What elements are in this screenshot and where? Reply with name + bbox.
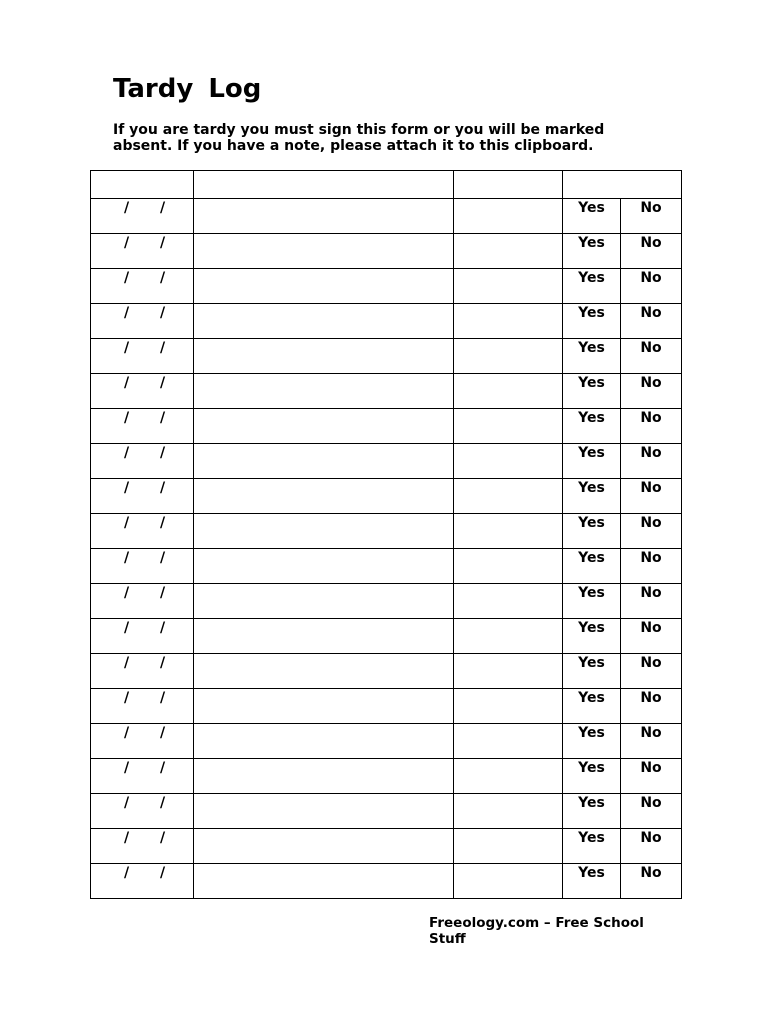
time-cell[interactable] bbox=[454, 689, 563, 724]
tardy-log-table bbox=[90, 170, 682, 899]
date-separator: / bbox=[124, 480, 130, 496]
time-cell[interactable] bbox=[454, 619, 563, 654]
table-row bbox=[91, 514, 682, 549]
table-row bbox=[91, 759, 682, 794]
name-cell[interactable] bbox=[194, 619, 454, 654]
yes-option[interactable]: Yes bbox=[563, 269, 621, 304]
date-cell[interactable] bbox=[91, 479, 194, 514]
no-option[interactable]: No bbox=[621, 374, 682, 409]
date-separator: / bbox=[124, 410, 130, 426]
name-cell[interactable] bbox=[194, 549, 454, 584]
footer-credit: Freeology.com – Free School Stuff bbox=[429, 915, 644, 947]
table-row bbox=[91, 794, 682, 829]
no-option[interactable]: No bbox=[621, 339, 682, 374]
date-separator: / bbox=[160, 830, 166, 846]
date-separator: / bbox=[160, 585, 166, 601]
time-cell[interactable] bbox=[454, 479, 563, 514]
time-cell[interactable] bbox=[454, 339, 563, 374]
date-separator: / bbox=[124, 655, 130, 671]
date-separator: / bbox=[124, 795, 130, 811]
date-separator: / bbox=[124, 760, 130, 776]
header-date bbox=[91, 171, 194, 199]
date-cell[interactable] bbox=[91, 304, 194, 339]
yes-option[interactable]: Yes bbox=[563, 444, 621, 479]
table-row bbox=[91, 619, 682, 654]
table-header-row bbox=[91, 171, 682, 199]
date-separator: / bbox=[124, 725, 130, 741]
time-cell[interactable] bbox=[454, 724, 563, 759]
date-separator: / bbox=[124, 830, 130, 846]
time-cell[interactable] bbox=[454, 444, 563, 479]
table-row bbox=[91, 549, 682, 584]
date-separator: / bbox=[160, 725, 166, 741]
date-separator: / bbox=[160, 235, 166, 251]
date-cell[interactable] bbox=[91, 689, 194, 724]
name-cell[interactable] bbox=[194, 444, 454, 479]
no-option[interactable]: No bbox=[621, 724, 682, 759]
time-cell[interactable] bbox=[454, 654, 563, 689]
date-separator: / bbox=[124, 375, 130, 391]
time-cell[interactable] bbox=[454, 374, 563, 409]
date-separator: / bbox=[160, 655, 166, 671]
table-row bbox=[91, 444, 682, 479]
yes-option[interactable]: Yes bbox=[563, 339, 621, 374]
date-separator: / bbox=[160, 200, 166, 216]
time-cell[interactable] bbox=[454, 549, 563, 584]
table-row bbox=[91, 304, 682, 339]
date-separator: / bbox=[160, 760, 166, 776]
table-row bbox=[91, 479, 682, 514]
date-separator: / bbox=[124, 550, 130, 566]
date-separator: / bbox=[160, 515, 166, 531]
yes-option[interactable]: Yes bbox=[563, 549, 621, 584]
yes-option[interactable]: Yes bbox=[563, 479, 621, 514]
date-separator: / bbox=[160, 410, 166, 426]
date-separator: / bbox=[160, 445, 166, 461]
no-option[interactable]: No bbox=[621, 864, 682, 899]
date-separator: / bbox=[160, 865, 166, 881]
table-row bbox=[91, 234, 682, 269]
table-row bbox=[91, 269, 682, 304]
date-cell[interactable] bbox=[91, 794, 194, 829]
no-option[interactable]: No bbox=[621, 619, 682, 654]
table-row bbox=[91, 374, 682, 409]
no-option[interactable]: No bbox=[621, 584, 682, 619]
table-row bbox=[91, 829, 682, 864]
date-cell[interactable] bbox=[91, 444, 194, 479]
date-separator: / bbox=[124, 515, 130, 531]
name-cell[interactable] bbox=[194, 794, 454, 829]
time-cell[interactable] bbox=[454, 234, 563, 269]
name-cell[interactable] bbox=[194, 199, 454, 234]
no-option[interactable]: No bbox=[621, 794, 682, 829]
date-cell[interactable] bbox=[91, 619, 194, 654]
no-option[interactable]: No bbox=[621, 689, 682, 724]
time-cell[interactable] bbox=[454, 584, 563, 619]
date-separator: / bbox=[124, 270, 130, 286]
table-row bbox=[91, 864, 682, 899]
date-cell[interactable] bbox=[91, 654, 194, 689]
no-option[interactable]: No bbox=[621, 199, 682, 234]
date-separator: / bbox=[160, 795, 166, 811]
date-separator: / bbox=[160, 270, 166, 286]
time-cell[interactable] bbox=[454, 514, 563, 549]
no-option[interactable]: No bbox=[621, 549, 682, 584]
table-row bbox=[91, 584, 682, 619]
date-separator: / bbox=[160, 375, 166, 391]
header-note bbox=[563, 171, 682, 199]
time-cell[interactable] bbox=[454, 759, 563, 794]
name-cell[interactable] bbox=[194, 829, 454, 864]
date-cell[interactable] bbox=[91, 339, 194, 374]
time-cell[interactable] bbox=[454, 269, 563, 304]
no-option[interactable]: No bbox=[621, 304, 682, 339]
name-cell[interactable] bbox=[194, 724, 454, 759]
time-cell[interactable] bbox=[454, 199, 563, 234]
no-option[interactable]: No bbox=[621, 514, 682, 549]
date-separator: / bbox=[124, 585, 130, 601]
name-cell[interactable] bbox=[194, 374, 454, 409]
date-cell[interactable] bbox=[91, 514, 194, 549]
date-cell[interactable] bbox=[91, 269, 194, 304]
date-separator: / bbox=[124, 690, 130, 706]
yes-option[interactable]: Yes bbox=[563, 199, 621, 234]
yes-option[interactable]: Yes bbox=[563, 584, 621, 619]
date-separator: / bbox=[124, 340, 130, 356]
name-cell[interactable] bbox=[194, 269, 454, 304]
table-row bbox=[91, 689, 682, 724]
date-cell[interactable] bbox=[91, 864, 194, 899]
date-separator: / bbox=[160, 305, 166, 321]
date-separator: / bbox=[160, 620, 166, 636]
yes-option[interactable]: Yes bbox=[563, 234, 621, 269]
yes-option[interactable]: Yes bbox=[563, 619, 621, 654]
yes-option[interactable]: Yes bbox=[563, 864, 621, 899]
page-title: Tardy Log bbox=[113, 74, 262, 104]
table-row bbox=[91, 339, 682, 374]
yes-option[interactable]: Yes bbox=[563, 829, 621, 864]
date-cell[interactable] bbox=[91, 374, 194, 409]
date-cell[interactable] bbox=[91, 234, 194, 269]
yes-option[interactable]: Yes bbox=[563, 654, 621, 689]
yes-option[interactable]: Yes bbox=[563, 759, 621, 794]
name-cell[interactable] bbox=[194, 689, 454, 724]
time-cell[interactable] bbox=[454, 409, 563, 444]
date-cell[interactable] bbox=[91, 199, 194, 234]
date-separator: / bbox=[160, 690, 166, 706]
no-option[interactable]: No bbox=[621, 234, 682, 269]
name-cell[interactable] bbox=[194, 479, 454, 514]
name-cell[interactable] bbox=[194, 864, 454, 899]
date-cell[interactable] bbox=[91, 409, 194, 444]
name-cell[interactable] bbox=[194, 234, 454, 269]
time-cell[interactable] bbox=[454, 864, 563, 899]
date-separator: / bbox=[160, 340, 166, 356]
time-cell[interactable] bbox=[454, 304, 563, 339]
date-cell[interactable] bbox=[91, 724, 194, 759]
header-time bbox=[454, 171, 563, 199]
table-row bbox=[91, 724, 682, 759]
date-separator: / bbox=[124, 235, 130, 251]
header-name bbox=[194, 171, 454, 199]
date-cell[interactable] bbox=[91, 829, 194, 864]
table-row bbox=[91, 409, 682, 444]
name-cell[interactable] bbox=[194, 304, 454, 339]
instructions-text: If you are tardy you must sign this form or you will be marked absent. If you have a note, please attach it to this clipboard. bbox=[113, 122, 605, 154]
no-option[interactable]: No bbox=[621, 829, 682, 864]
date-separator: / bbox=[124, 200, 130, 216]
name-cell[interactable] bbox=[194, 584, 454, 619]
no-option[interactable]: No bbox=[621, 409, 682, 444]
date-cell[interactable] bbox=[91, 759, 194, 794]
name-cell[interactable] bbox=[194, 409, 454, 444]
no-option[interactable]: No bbox=[621, 479, 682, 514]
date-cell[interactable] bbox=[91, 584, 194, 619]
no-option[interactable]: No bbox=[621, 759, 682, 794]
name-cell[interactable] bbox=[194, 339, 454, 374]
yes-option[interactable]: Yes bbox=[563, 409, 621, 444]
yes-option[interactable]: Yes bbox=[563, 514, 621, 549]
date-separator: / bbox=[124, 305, 130, 321]
name-cell[interactable] bbox=[194, 514, 454, 549]
name-cell[interactable] bbox=[194, 759, 454, 794]
yes-option[interactable]: Yes bbox=[563, 689, 621, 724]
table-row bbox=[91, 654, 682, 689]
date-separator: / bbox=[124, 620, 130, 636]
no-option[interactable]: No bbox=[621, 654, 682, 689]
date-separator: / bbox=[160, 550, 166, 566]
name-cell[interactable] bbox=[194, 654, 454, 689]
yes-option[interactable]: Yes bbox=[563, 304, 621, 339]
date-cell[interactable] bbox=[91, 549, 194, 584]
yes-option[interactable]: Yes bbox=[563, 374, 621, 409]
table-row bbox=[91, 199, 682, 234]
date-separator: / bbox=[124, 865, 130, 881]
time-cell[interactable] bbox=[454, 794, 563, 829]
time-cell[interactable] bbox=[454, 829, 563, 864]
yes-option[interactable]: Yes bbox=[563, 724, 621, 759]
date-separator: / bbox=[160, 480, 166, 496]
yes-option[interactable]: Yes bbox=[563, 794, 621, 829]
no-option[interactable]: No bbox=[621, 269, 682, 304]
date-separator: / bbox=[124, 445, 130, 461]
no-option[interactable]: No bbox=[621, 444, 682, 479]
